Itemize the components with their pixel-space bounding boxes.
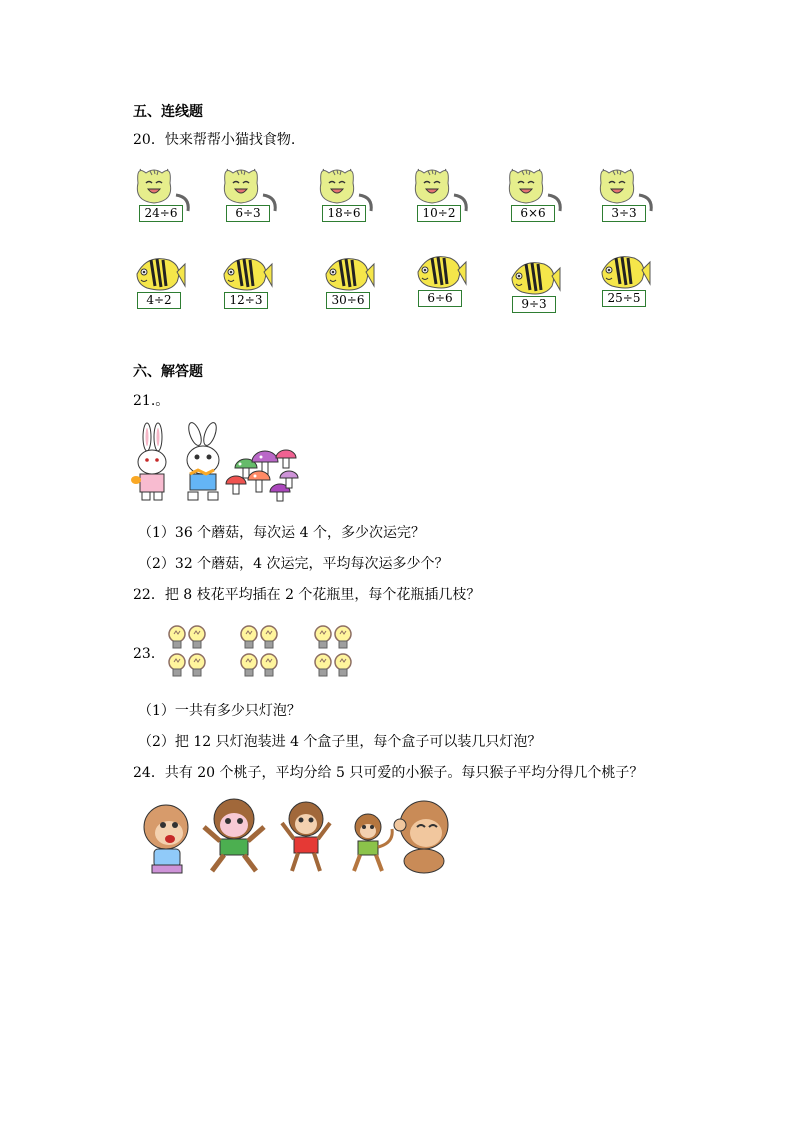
cat-1[interactable] bbox=[132, 161, 196, 223]
cat-label-6: 3÷3 bbox=[602, 205, 646, 222]
question-22-text: 22．把 8 枝花平均插在 2 个花瓶里，每个花瓶插几枝？ bbox=[133, 587, 481, 603]
mushrooms-icon bbox=[226, 450, 298, 501]
fish-5[interactable] bbox=[508, 256, 562, 314]
cat-label-1: 24÷6 bbox=[139, 205, 183, 222]
cat-label-3: 18÷6 bbox=[322, 205, 366, 222]
fish-label-6: 25÷5 bbox=[602, 290, 646, 307]
cat-label-4: 10÷2 bbox=[417, 205, 461, 222]
monkey-icon bbox=[354, 814, 392, 871]
fish-label-3: 30÷6 bbox=[326, 292, 370, 309]
question-20-text: 20．快来帮帮小猫找食物. bbox=[133, 132, 296, 148]
monkeys-illustration bbox=[136, 795, 461, 877]
cat-3[interactable] bbox=[315, 161, 379, 223]
light-bulb-icon bbox=[169, 626, 185, 648]
cat-2[interactable] bbox=[219, 161, 283, 223]
fish-label-1: 4÷2 bbox=[137, 292, 181, 309]
bulb-group-2 bbox=[241, 626, 277, 676]
cat-5[interactable] bbox=[504, 161, 568, 223]
fish-6[interactable] bbox=[598, 250, 652, 308]
fish-4[interactable] bbox=[414, 250, 468, 308]
question-23-part-2: （2）把 12 只灯泡装进 4 个盒子里，每个盒子可以装几只灯泡？ bbox=[138, 734, 542, 750]
light-bulb-icon bbox=[189, 626, 205, 648]
question-23-part-1: （1）一共有多少只灯泡？ bbox=[138, 703, 301, 719]
cat-label-2: 6÷3 bbox=[226, 205, 270, 222]
monkey-icon bbox=[282, 802, 330, 871]
question-21-part-2: （2）32 个蘑菇，4 次运完，平均每次运多少个？ bbox=[138, 556, 449, 572]
light-bulb-icon bbox=[335, 626, 351, 648]
cat-4[interactable] bbox=[410, 161, 474, 223]
question-21-part-1: （1）36 个蘑菇，每次运 4 个，多少次运完？ bbox=[138, 525, 425, 541]
section-5-heading: 五、连线题 bbox=[133, 104, 203, 120]
monkey-icon bbox=[144, 805, 188, 873]
light-bulb-icon bbox=[335, 654, 351, 676]
question-23-text: 23． bbox=[133, 646, 165, 662]
section-6-heading: 六、解答题 bbox=[133, 364, 203, 380]
light-bulb-icon bbox=[261, 654, 277, 676]
bulb-group-3 bbox=[315, 626, 351, 676]
light-bulb-icon bbox=[315, 626, 331, 648]
question-24-text: 24．共有 20 个桃子，平均分给 5 只可爱的小猴子。每只猴子平均分得几个桃子？ bbox=[133, 765, 644, 781]
fish-1[interactable] bbox=[133, 252, 187, 310]
light-bulbs-illustration bbox=[166, 623, 362, 679]
rabbits-mushrooms-illustration bbox=[130, 422, 305, 504]
cat-label-5: 6×6 bbox=[511, 205, 555, 222]
light-bulb-icon bbox=[315, 654, 331, 676]
rabbit-icon bbox=[131, 423, 166, 500]
bulb-group-1 bbox=[169, 626, 205, 676]
light-bulb-icon bbox=[241, 626, 257, 648]
fish-label-4: 6÷6 bbox=[418, 290, 462, 307]
light-bulb-icon bbox=[189, 654, 205, 676]
monkey-icon bbox=[204, 799, 264, 871]
fish-label-5: 9÷3 bbox=[512, 296, 556, 313]
question-21-text: 21.。 bbox=[133, 393, 170, 409]
light-bulb-icon bbox=[241, 654, 257, 676]
light-bulb-icon bbox=[169, 654, 185, 676]
light-bulb-icon bbox=[261, 626, 277, 648]
rabbit-icon bbox=[186, 422, 219, 500]
fish-3[interactable] bbox=[322, 252, 376, 310]
cat-6[interactable] bbox=[595, 161, 659, 223]
fish-2[interactable] bbox=[220, 252, 274, 310]
fish-label-2: 12÷3 bbox=[224, 292, 268, 309]
monkey-icon bbox=[394, 801, 448, 873]
